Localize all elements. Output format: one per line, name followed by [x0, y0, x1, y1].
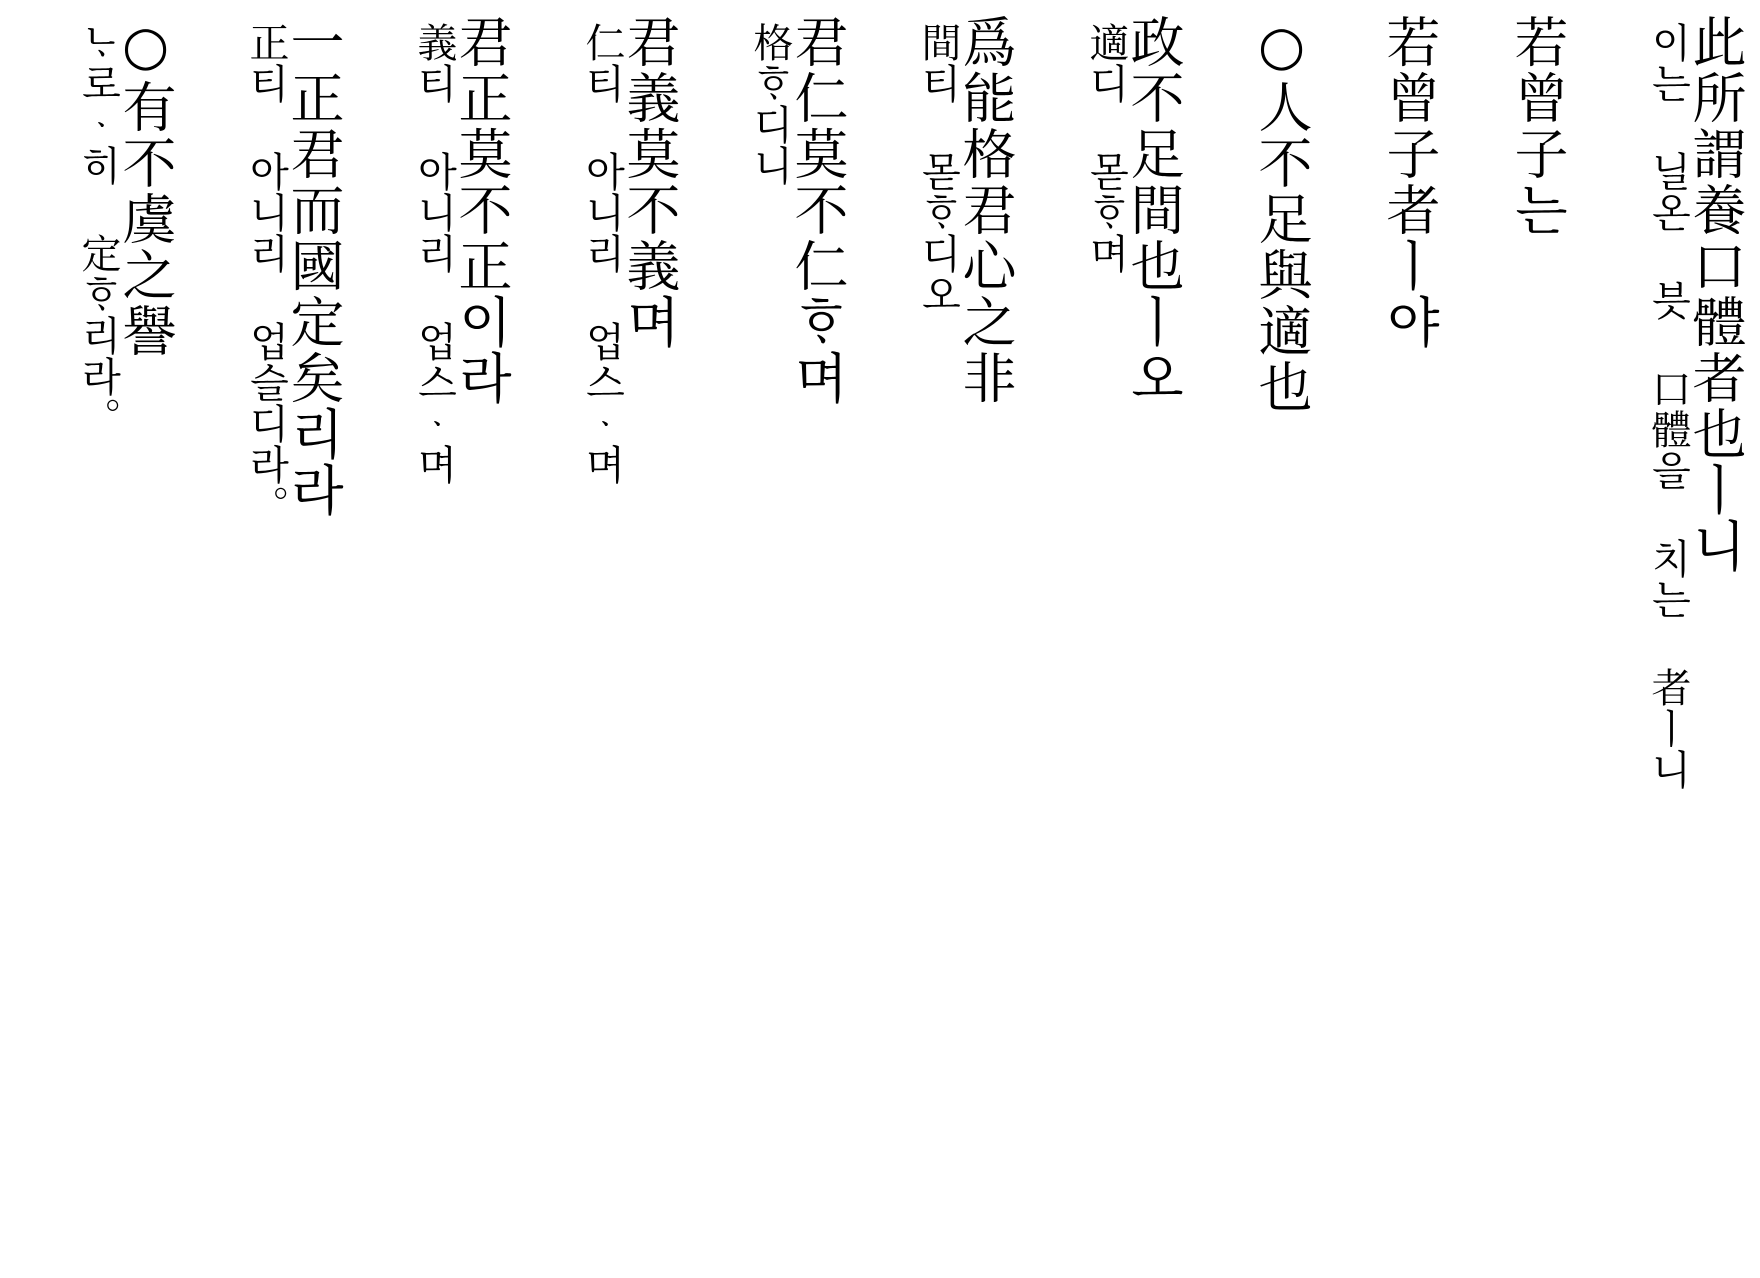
column-gloss-text: 格ᄒᆞ디니 [747, 22, 793, 186]
text-column [1250, 14, 1313, 1278]
column-main-text: 此所謂養口體者也ㅣ니 [1684, 14, 1747, 574]
text-column [411, 14, 513, 1278]
text-column [1645, 14, 1747, 1278]
column-gloss-text: 仁티 아니리 업스ᆞ며 [579, 22, 625, 485]
text-column [1506, 14, 1569, 1278]
text-column [243, 14, 345, 1278]
text-column [915, 14, 1017, 1278]
column-main-text: 若曾子者ㅣ야 [1378, 14, 1441, 350]
text-column [75, 14, 177, 1278]
column-gloss-text: 義티 아니리 업스ᆞ며 [411, 22, 457, 485]
text-column [579, 14, 681, 1278]
column-main-text: 若曾子는 [1506, 14, 1569, 238]
column-main-text: 君正莫不正이라 [450, 14, 513, 406]
column-gloss-text: 適디 몯ᄒᆞ며 [1083, 22, 1129, 274]
column-main-text: 君義莫不義며 [618, 14, 681, 350]
column-gloss-text: 이는 닐온 븟 口體을 치는 者ㅣ니 [1645, 22, 1691, 790]
column-main-text: 爲能格君心之非 [954, 14, 1017, 406]
column-main-text: 君仁莫不仁ᄒᆞ며 [786, 14, 849, 406]
column-gloss-text: 正티 아니리 업슬디라。 [243, 22, 289, 526]
column-gloss-text: ᄂᆞ로ᆞ히 定ᄒᆞ리라。 [75, 22, 121, 438]
column-gloss-text: 間티 몯ᄒᆞ디오 [915, 22, 961, 315]
column-main-text: ○人不足與適也 [1250, 14, 1313, 415]
column-main-text: 一正君而國定矣리라 [282, 14, 345, 518]
text-column [747, 14, 849, 1278]
text-column [1378, 14, 1441, 1278]
column-main-text: 政不足間也ㅣ오 [1122, 14, 1185, 406]
column-main-text: ○有不虞之譽 [114, 14, 177, 359]
text-column [1083, 14, 1185, 1278]
